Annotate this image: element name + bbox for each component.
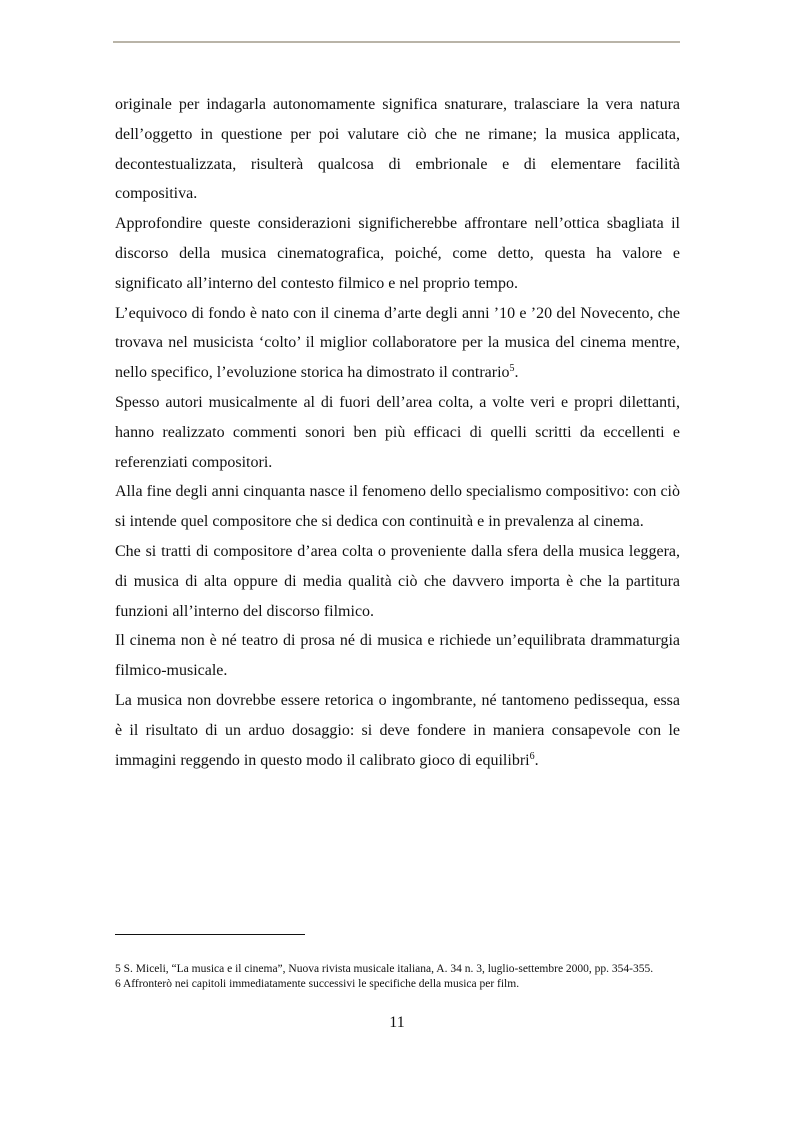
paragraph: Il cinema non è né teatro di prosa né di musica e richiede un’equilibrata drammaturgia filmico-musicale.	[115, 632, 680, 680]
paragraph: Alla fine degli anni cinquanta nasce il fenomeno dello specialismo compositivo: con ciò si intende quel compositore che si dedica con continuità e in prevalenza al cinema.	[115, 483, 680, 531]
paragraph: La musica non dovrebbe essere retorica o ingombrante, né tantomeno pedissequa, essa è il risultato di un arduo dosaggio: si deve fondere in maniera consapevole con le immagini reggendo in questo modo il calibrato gioco di equilibri$^6$.	[115, 691, 680, 769]
paragraph: Approfondire queste considerazioni significherebbe affrontare nell’ottica sbagliata il discorso della musica cinematografica, poiché, come detto, questa ha valore e significato all’interno del contesto filmico e nel proprio tempo.	[115, 215, 680, 292]
body-text	[115, 90, 680, 775]
paragraph: L’equivoco di fondo è nato con il cinema d’arte degli anni ’10 e ’20 del Novecento, che trovava nel musicista ‘colto’ il miglior collaboratore per la musica del cinema mentre, nello specifico, l’evoluzione storica ha dimostrato il contrario$^5$.	[115, 304, 680, 382]
paragraph: originale per indagarla autonomamente significa snaturare, tralasciare la vera natura dell’oggetto in questione per poi valutare ciò che ne rimane; la musica applicata, decontestualizzata, risulterà qualcosa di embrionale e di elementare facilità compositiva.	[115, 96, 680, 203]
footnote-separator	[115, 934, 305, 935]
paragraph: Spesso autori musicalmente al di fuori dell’area colta, a volte veri e propri dilettanti, hanno realizzato commenti sonori ben più efficaci di quelli scritti da eccellenti e referenziati compositori.	[115, 393, 680, 471]
footnotes	[115, 962, 680, 991]
page-number: 11	[389, 1014, 405, 1031]
footnote: 6 Affronterò nei capitoli immediatamente successivi le specifiche della musica per film.	[115, 977, 520, 990]
footnote-ref[interactable]: 6	[529, 750, 535, 762]
header-rule	[113, 41, 680, 43]
footnote: 5 S. Miceli, “La musica e il cinema”, Nuova rivista musicale italiana, A. 34 n. 3, luglio-settembre 2000, pp. 354-355.	[115, 963, 654, 975]
paragraph: Che si tratti di compositore d’area colta o proveniente dalla sfera della musica leggera, di musica di alta oppure di media qualità ciò che davvero importa è che la partitura funzioni all’interno del discorso filmico.	[115, 542, 680, 620]
footnote-ref[interactable]: 5	[509, 363, 515, 375]
